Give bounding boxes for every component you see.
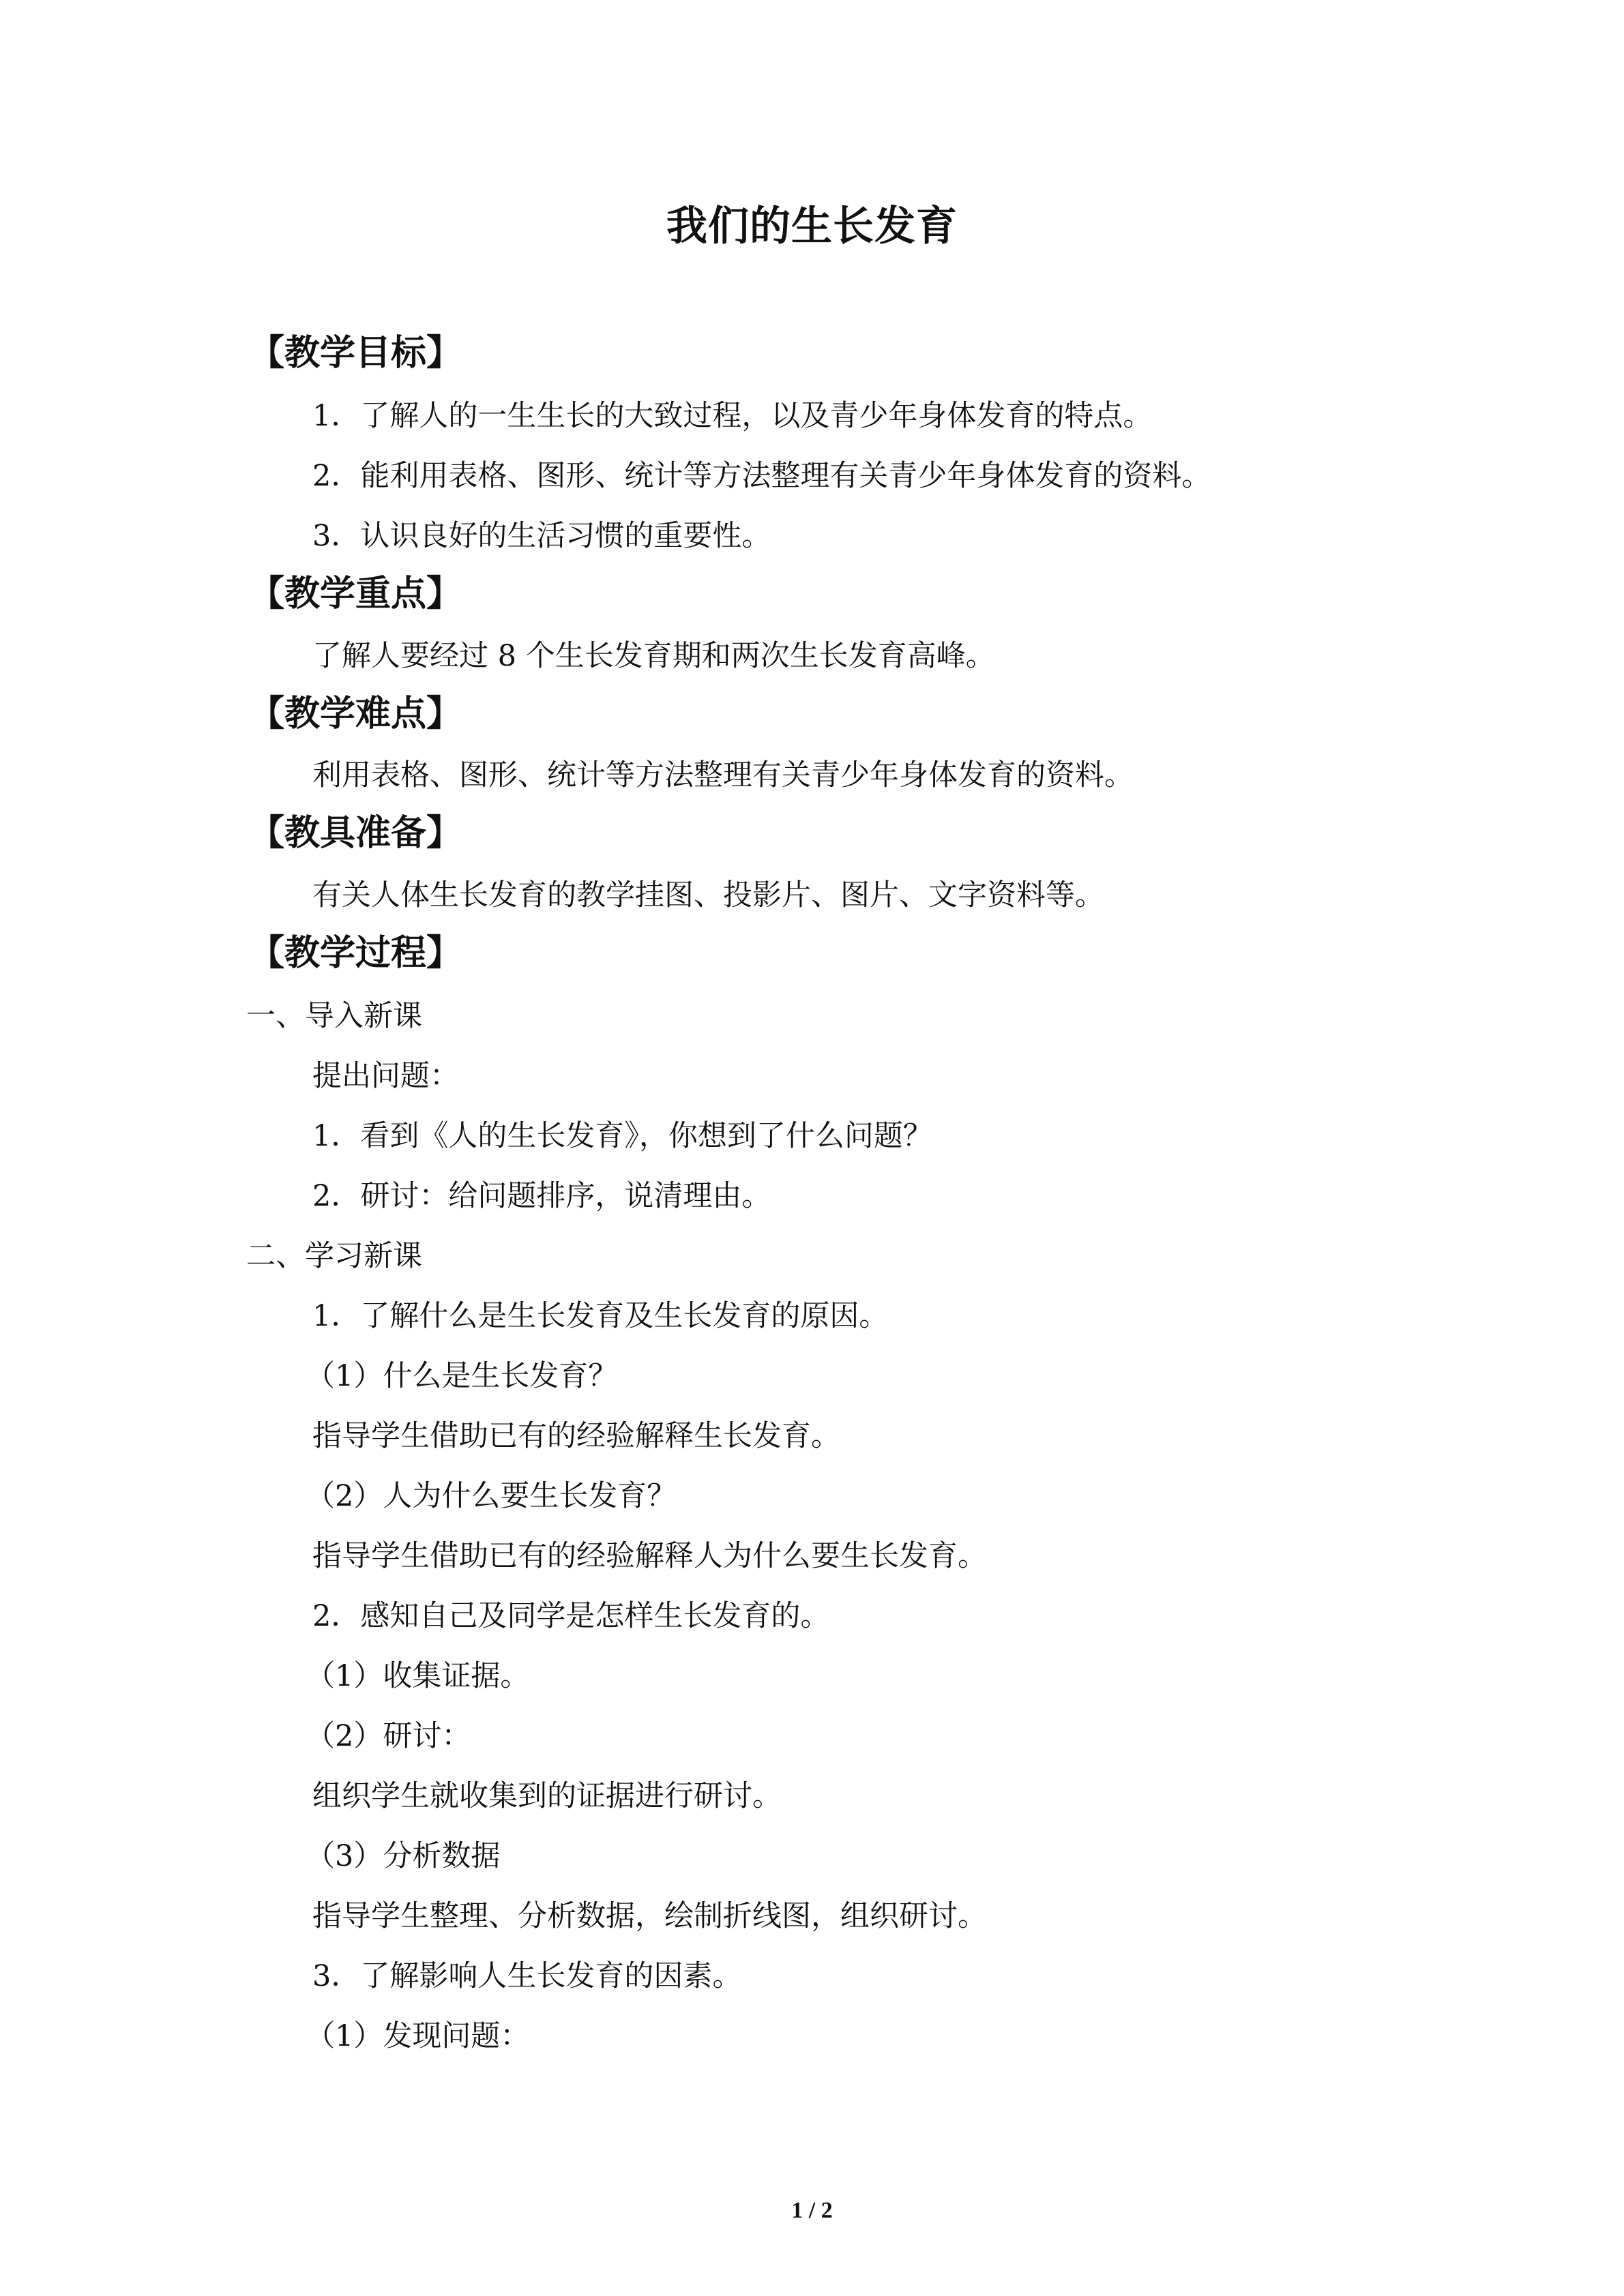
process-line: 提出问题：: [312, 1059, 459, 1093]
process-line: 1．看到《人的生长发育》，你想到了什么问题？: [312, 1119, 932, 1153]
process-line: 指导学生整理、分析数据，绘制折线图，组织研讨。: [312, 1899, 987, 1933]
process-line: 1．了解什么是生长发育及生长发育的原因。: [312, 1299, 889, 1333]
materials-heading: 【教具准备】: [249, 813, 462, 854]
page-number: 1 / 2: [791, 2198, 833, 2223]
process-line: （3）分析数据: [306, 1839, 501, 1873]
process-line: 2．研讨：给问题排序，说清理由。: [312, 1179, 771, 1213]
process-line: 指导学生借助已有的经验解释人为什么要生长发育。: [312, 1539, 987, 1573]
section-title-1: 一、导入新课: [246, 999, 422, 1033]
goal-item-3: 3．认识良好的生活习惯的重要性。: [312, 519, 771, 553]
process-line: 指导学生借助已有的经验解释生长发育。: [312, 1419, 840, 1453]
process-line: 3．了解影响人生长发育的因素。: [312, 1959, 742, 1993]
materials-text: 有关人体生长发育的教学挂图、投影片、图片、文字资料等。: [312, 878, 1104, 912]
process-line: 2．感知自己及同学是怎样生长发育的。: [312, 1599, 830, 1633]
section-title-2: 二、学习新课: [246, 1239, 422, 1273]
key-points-heading: 【教学重点】: [249, 573, 462, 614]
process-heading: 【教学过程】: [249, 933, 462, 974]
difficulties-text: 利用表格、图形、统计等方法整理有关青少年身体发育的资料。: [312, 758, 1134, 792]
process-line: （1）收集证据。: [306, 1659, 530, 1693]
goal-item-1: 1．了解人的一生生长的大致过程，以及青少年身体发育的特点。: [312, 399, 1153, 433]
key-points-text: 了解人要经过 8 个生长发育期和两次生长发育高峰。: [312, 639, 995, 673]
process-line: （2）研讨：: [306, 1719, 471, 1753]
process-line: （1）发现问题：: [306, 2019, 530, 2053]
process-line: （1）什么是生长发育？: [306, 1359, 618, 1393]
goal-item-2: 2．能利用表格、图形、统计等方法整理有关青少年身体发育的资料。: [312, 459, 1211, 493]
difficulties-heading: 【教学难点】: [249, 694, 462, 734]
goals-heading: 【教学目标】: [249, 333, 462, 374]
process-line: 组织学生就收集到的证据进行研讨。: [312, 1779, 782, 1813]
process-line: （2）人为什么要生长发育？: [306, 1479, 677, 1513]
document-title: 我们的生长发育: [666, 203, 958, 250]
